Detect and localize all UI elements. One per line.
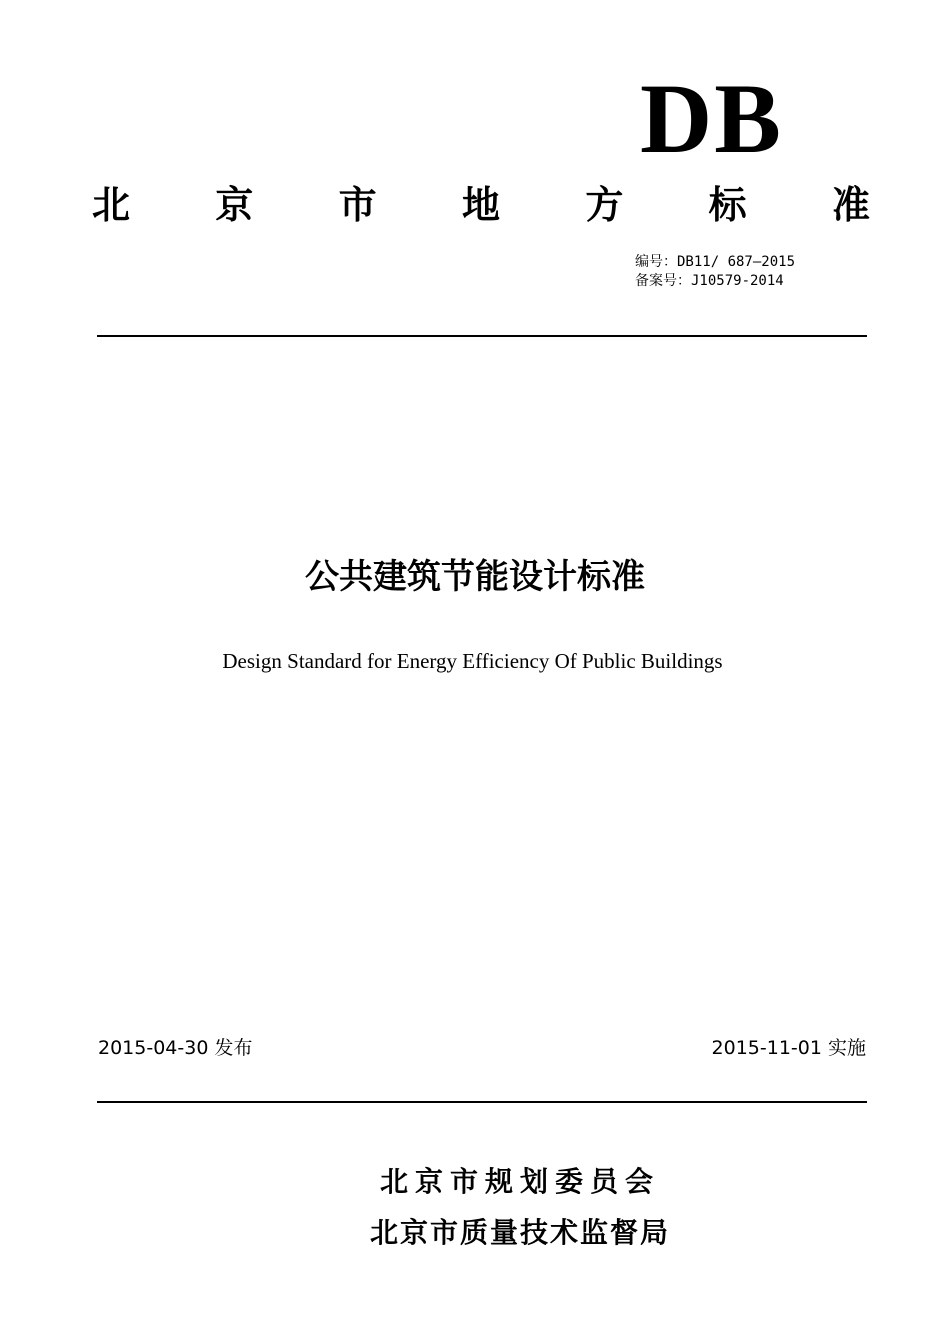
standard-type-char: 准: [831, 183, 870, 227]
standard-type-char: 方: [585, 183, 624, 227]
standard-type-char: 北: [92, 183, 131, 227]
db-mark: DB: [640, 63, 783, 174]
standard-codes: [635, 253, 795, 291]
issuer-quality-bureau: 北京市质量技术监督局: [369, 1216, 670, 1249]
effective-date: 2015-11-01 实施: [711, 1037, 866, 1059]
standard-type-char: 京: [215, 183, 254, 227]
standard-type-char: 标: [708, 183, 747, 227]
document-title-en: Design Standard for Energy Efficiency Of Public Buildings: [222, 649, 723, 673]
bottom-divider: [97, 1101, 867, 1103]
issue-date: 2015-04-30 发布: [98, 1037, 253, 1059]
document-title-cn: 公共建筑节能设计标准: [305, 557, 645, 597]
standard-number: 编号：DB11/ 687—2015: [635, 254, 796, 270]
record-number: 备案号：J10579-2014: [635, 273, 784, 289]
top-divider: [97, 335, 867, 337]
standard-type-char: 市: [338, 183, 377, 227]
issuer-planning-commission: 北京市规划委员会: [379, 1165, 660, 1198]
standard-type-char: 地: [461, 183, 500, 227]
standard-type-heading: [92, 180, 870, 230]
